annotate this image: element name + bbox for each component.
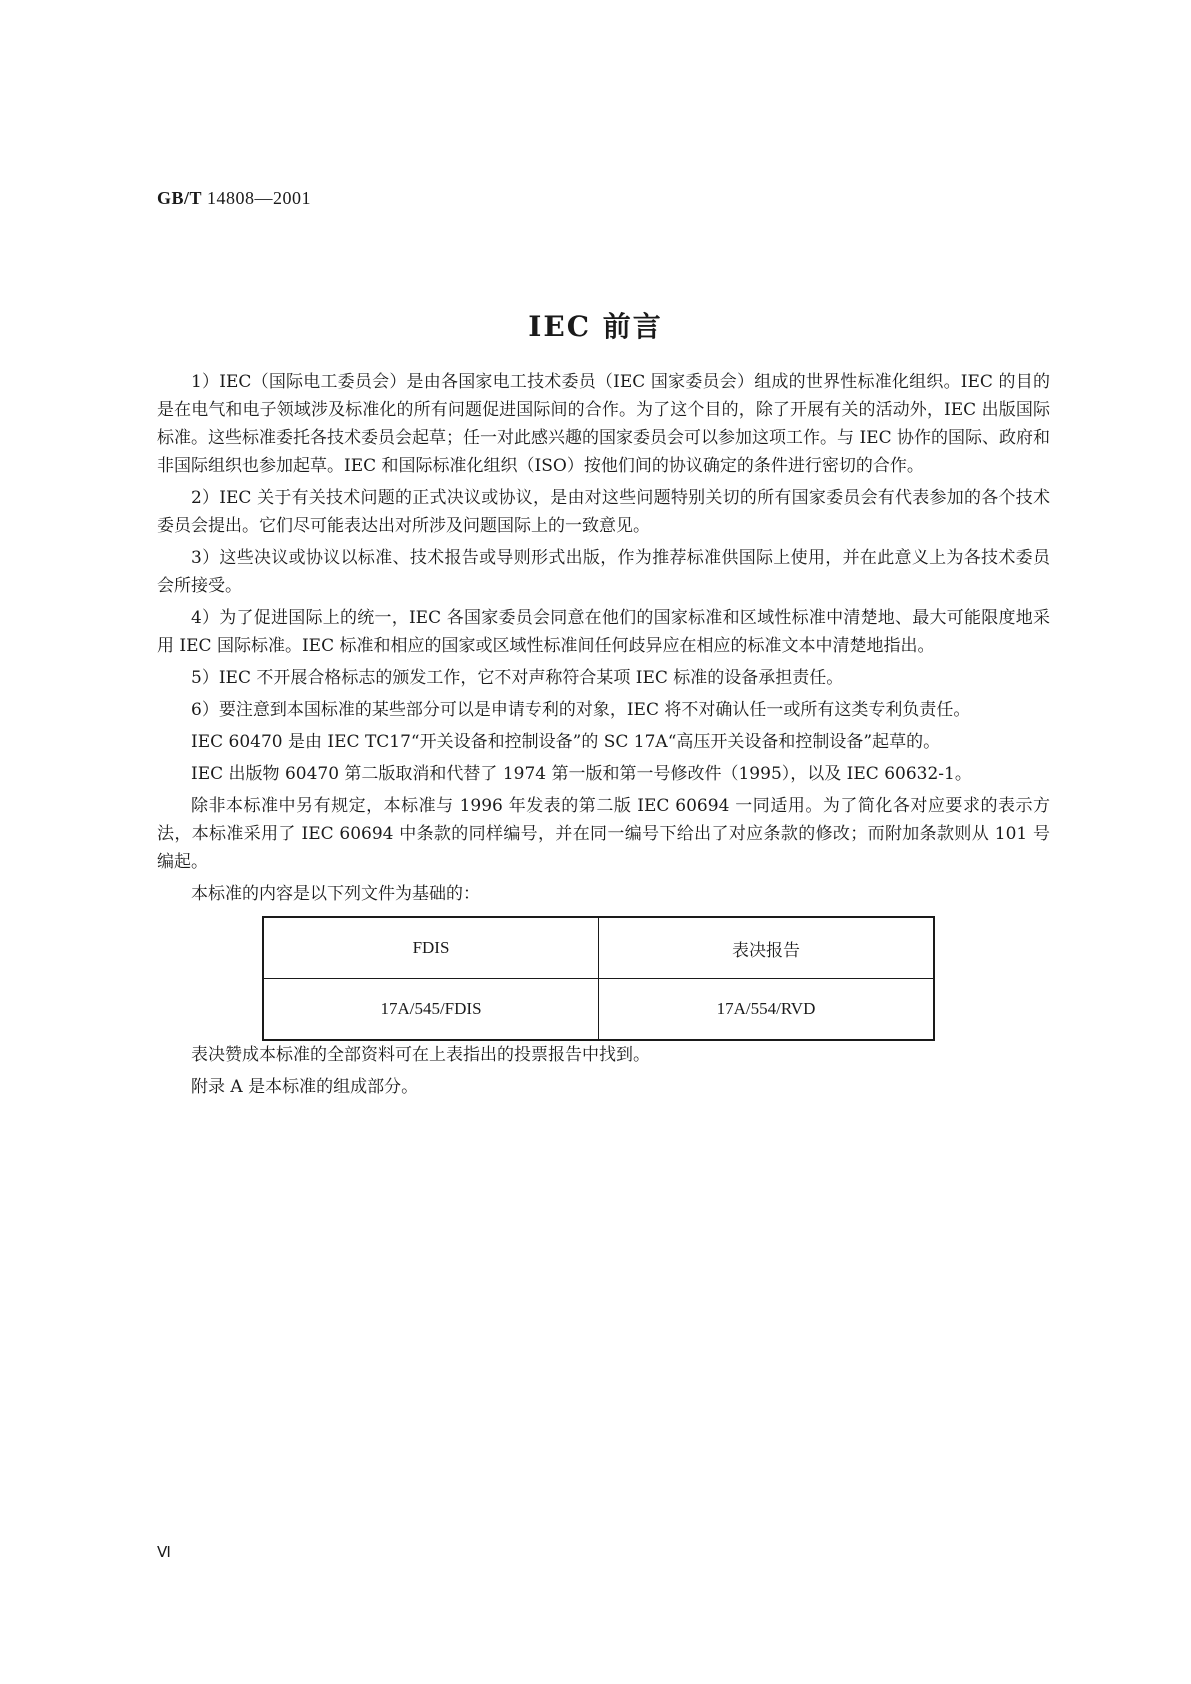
table-row xyxy=(263,979,934,1041)
standard-code: 14808—2001 xyxy=(202,188,312,208)
paragraph-3: 3）这些决议或协议以标准、技术报告或导则形式出版，作为推荐标准供国际上使用，并在此意义上为各技术委员会所接受。 xyxy=(157,548,1050,596)
paragraph-5: 5）IEC 不开展合格标志的颁发工作，它不对声称符合某项 IEC 标准的设备承担责任。 xyxy=(191,668,844,688)
foreword-body xyxy=(157,368,1050,1101)
table-cell-fdis: 17A/545/FDIS xyxy=(263,979,599,1041)
table-cell-rvd: 17A/554/RVD xyxy=(599,979,935,1041)
table-header-fdis: FDIS xyxy=(263,917,599,979)
page-title: IEC 前言 xyxy=(528,310,663,343)
paragraph-basis: 本标准的内容是以下列文件为基础的： xyxy=(191,884,480,904)
table-header-vote-report: 表决报告 xyxy=(599,917,935,979)
paragraph-1: 1）IEC（国际电工委员会）是由各国家电工技术委员（IEC 国家委员会）组成的世界性标准化组织。IEC 的目的是在电气和电子领域涉及标准化的所有问题促进国际间的合作。为了这个目的，除了开展有关的活动外，IEC 出版国际标准。这些标准委托各技术委员会起草；任一对此感兴趣的国家委员会可以参加这项工作。与 IEC 协作的国际、政府和非国际组织也参加起草。IEC 和国际标准化组织（ISO）按他们间的协议确定的条件进行密切的合作。 xyxy=(157,372,1050,476)
paragraph-2: 2）IEC 关于有关技术问题的正式决议或协议，是由对这些问题特别关切的所有国家委员会有代表参加的各个技术委员会提出。它们尽可能表达出对所涉及问题国际上的一致意见。 xyxy=(157,488,1050,536)
paragraph-vote-info: 表决赞成本标准的全部资料可在上表指出的投票报告中找到。 xyxy=(191,1045,650,1065)
page-number: Ⅵ xyxy=(157,1545,171,1561)
table-header-row xyxy=(263,917,934,979)
voting-table xyxy=(262,916,935,1041)
standard-prefix: GB/T xyxy=(157,188,203,208)
paragraph-sc17a: IEC 60470 是由 IEC TC17“开关设备和控制设备”的 SC 17A“高压开关设备和控制设备”起草的。 xyxy=(191,732,941,752)
paragraph-6: 6）要注意到本国标准的某些部分可以是申请专利的对象，IEC 将不对确认任一或所有这类专利负责任。 xyxy=(191,700,971,720)
paragraph-4: 4）为了促进国际上的统一，IEC 各国家委员会同意在他们的国家标准和区域性标准中清楚地、最大可能限度地采用 IEC 国际标准。IEC 标准和相应的国家或区域性标准间任何歧异应在相应的标准文本中清楚地指出。 xyxy=(157,608,1050,656)
paragraph-iec60694: 除非本标准中另有规定，本标准与 1996 年发表的第二版 IEC 60694 一同适用。为了简化各对应要求的表示方法，本标准采用了 IEC 60694 中条款的同样编号，并在同一编号下给出了对应条款的修改；而附加条款则从 101 号编起。 xyxy=(157,796,1050,872)
paragraph-annex-a: 附录 A 是本标准的组成部分。 xyxy=(191,1077,419,1097)
paragraph-edition: IEC 出版物 60470 第二版取消和代替了 1974 第一版和第一号修改件（1995），以及 IEC 60632-1。 xyxy=(191,764,972,784)
standard-number xyxy=(157,188,311,209)
